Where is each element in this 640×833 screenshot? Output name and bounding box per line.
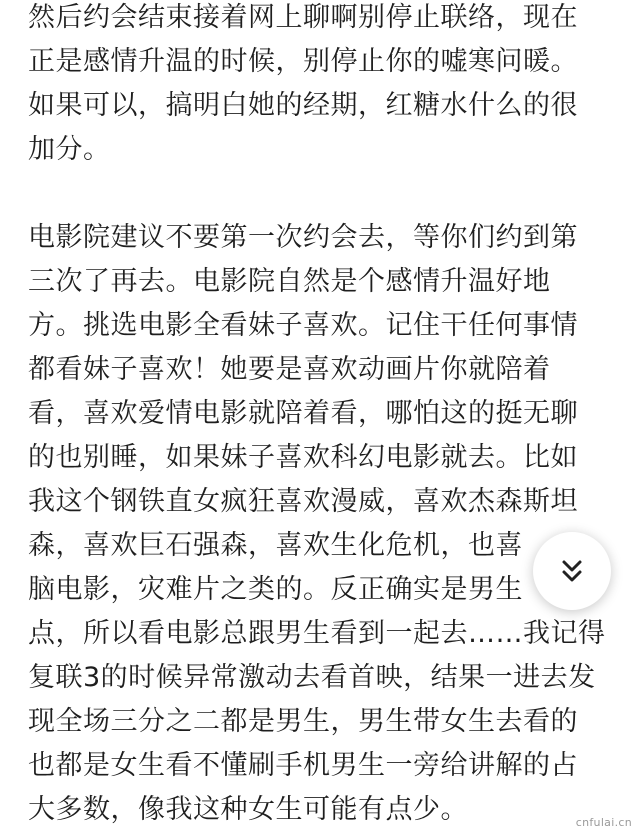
text-line: 正是感情升温的时候，别停止你的嘘寒问暖。 bbox=[28, 46, 578, 77]
scroll-down-button[interactable] bbox=[533, 532, 611, 610]
text-line: 复联3的时候异常激动去看首映，结果一进去发 bbox=[28, 662, 596, 693]
paragraph-1 bbox=[28, 0, 612, 172]
text-line: 森，喜欢巨石强森，喜欢生化危机，也喜 bbox=[28, 530, 523, 561]
text-line: 三次了再去。电影院自然是个感情升温好地 bbox=[28, 266, 551, 297]
text-line: 都看妹子喜欢！她要是喜欢动画片你就陪着 bbox=[28, 354, 551, 385]
text-line: 看，喜欢爱情电影就陪着看，哪怕这的挺无聊 bbox=[28, 398, 578, 429]
text-line: 我这个钢铁直女疯狂喜欢漫威，喜欢杰森斯坦 bbox=[28, 486, 578, 517]
text-line: 现全场三分之二都是男生，男生带女生去看的 bbox=[28, 706, 578, 737]
text-line: 加分。 bbox=[28, 134, 111, 165]
text-line: 点，所以看电影总跟男生看到一起去……我记得 bbox=[28, 618, 606, 649]
text-line: 也都是女生看不懂刷手机男生一旁给讲解的占 bbox=[28, 750, 578, 781]
text-line: 的也别睡，如果妹子喜欢科幻电影就去。比如 bbox=[28, 442, 578, 473]
text-line: 大多数，像我这种女生可能有点少。 bbox=[28, 794, 468, 825]
text-line: 如果可以，搞明白她的经期，红糖水什么的很 bbox=[28, 90, 578, 121]
text-line: 然后约会结束接着网上聊啊别停止联络，现在 bbox=[28, 2, 578, 33]
text-line: 脑电影，灾难片之类的。反正确实是男生 bbox=[28, 574, 523, 605]
watermark: cnfulai.cn bbox=[575, 816, 632, 829]
double-chevron-down-icon bbox=[557, 556, 587, 586]
text-line: 电影院建议不要第一次约会去，等你们约到第 bbox=[28, 222, 578, 253]
text-line: 方。挑选电影全看妹子喜欢。记住干任何事情 bbox=[28, 310, 578, 341]
article-body bbox=[28, 0, 612, 832]
paragraph-2 bbox=[28, 216, 612, 832]
